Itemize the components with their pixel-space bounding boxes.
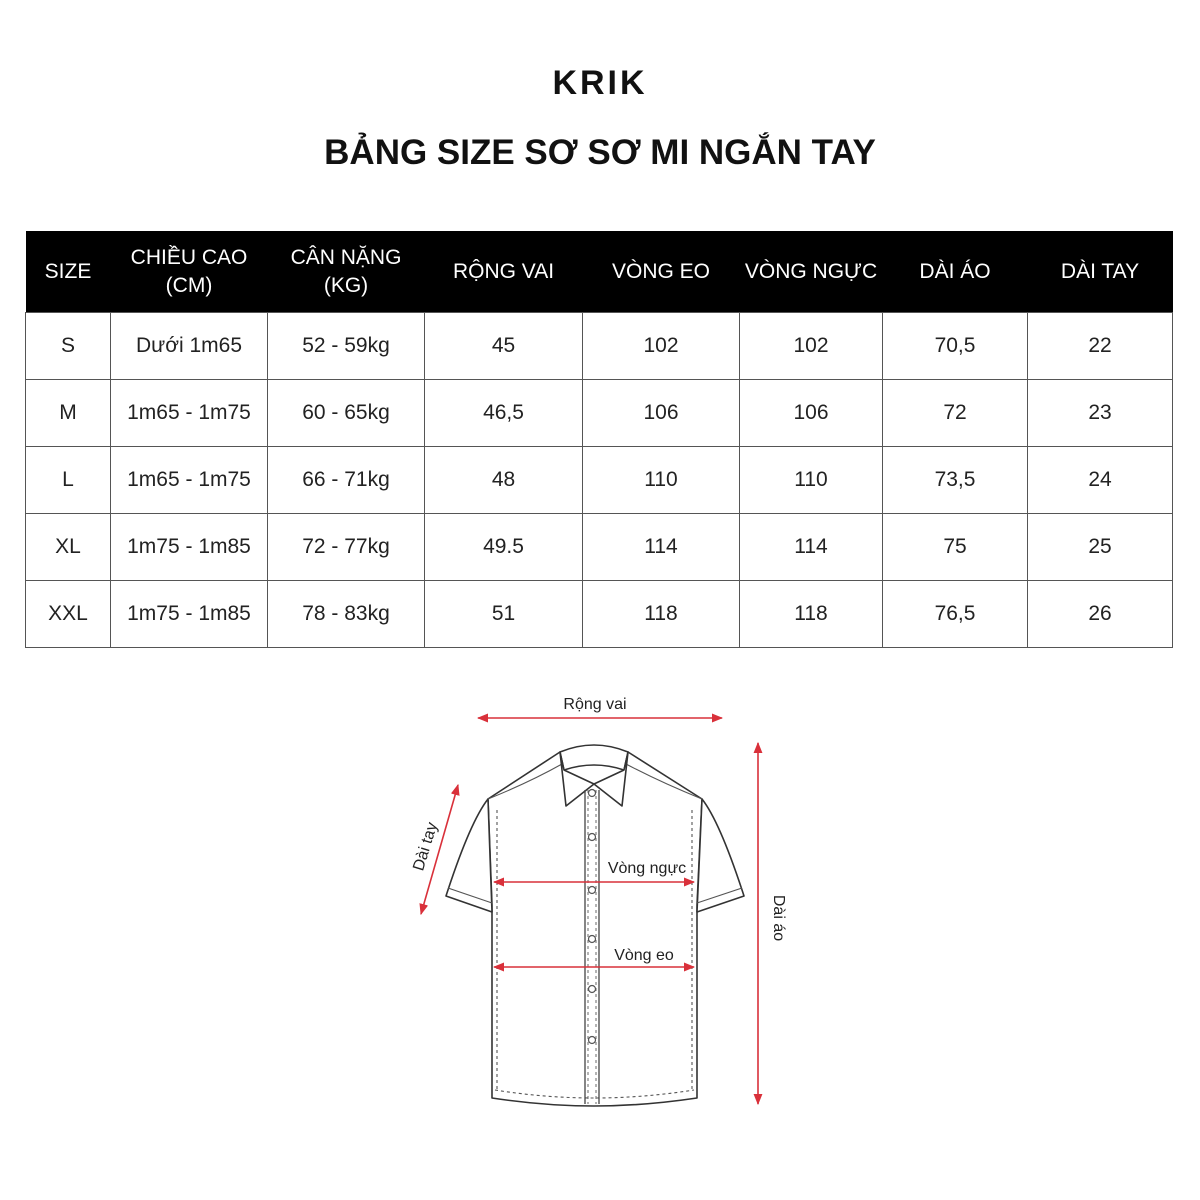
header-label: VÒNG EO xyxy=(611,259,711,283)
table-cell: 23 xyxy=(1028,380,1173,447)
table-cell: 1m75 - 1m85 xyxy=(111,581,268,648)
table-cell: 60 - 65kg xyxy=(268,380,425,447)
length-label: Dài áo xyxy=(770,894,787,942)
table-cell: 66 - 71kg xyxy=(268,447,425,514)
shirt-outline xyxy=(446,752,744,1106)
table-cell: 114 xyxy=(740,514,883,581)
table-cell: 25 xyxy=(1028,514,1173,581)
table-cell: 118 xyxy=(740,581,883,648)
table-cell: 110 xyxy=(740,447,883,514)
table-cell: 52 - 59kg xyxy=(268,313,425,380)
table-cell: 75 xyxy=(883,514,1028,581)
table-cell: 102 xyxy=(583,313,740,380)
table-cell: 118 xyxy=(583,581,740,648)
header-label: CÂN NẶNG xyxy=(290,245,402,269)
brand-logo: KRIK xyxy=(552,64,648,102)
header-unit: (CM) xyxy=(165,273,213,297)
table-cell: 24 xyxy=(1028,447,1173,514)
table-cell: 73,5 xyxy=(883,447,1028,514)
table-cell: 46,5 xyxy=(425,380,583,447)
shoulder-label: Rộng vai xyxy=(563,696,627,713)
table-cell: 1m75 - 1m85 xyxy=(111,514,268,581)
table-cell: 48 xyxy=(425,447,583,514)
sleeve-label: Dài tay xyxy=(410,820,442,873)
table-cell: 22 xyxy=(1028,313,1173,380)
table-cell: 76,5 xyxy=(883,581,1028,648)
table-cell: 1m65 - 1m75 xyxy=(111,380,268,447)
table-cell: 72 - 77kg xyxy=(268,514,425,581)
table-cell: 70,5 xyxy=(883,313,1028,380)
table-cell: 114 xyxy=(583,514,740,581)
table-cell: 49.5 xyxy=(425,514,583,581)
table-cell: XXL xyxy=(26,581,111,648)
table-cell: S xyxy=(26,313,111,380)
header-label: SIZE xyxy=(44,259,92,283)
waist-label: Vòng eo xyxy=(614,947,674,964)
table-cell: XL xyxy=(26,514,111,581)
table-cell: 106 xyxy=(583,380,740,447)
table-cell: 102 xyxy=(740,313,883,380)
table-cell: 110 xyxy=(583,447,740,514)
header-unit: (KG) xyxy=(323,273,369,297)
table-cell: 106 xyxy=(740,380,883,447)
table-cell: 1m65 - 1m75 xyxy=(111,447,268,514)
table-cell: 72 xyxy=(883,380,1028,447)
header-label: DÀI ÁO xyxy=(919,259,991,283)
header-label: VÒNG NGỰC xyxy=(744,259,878,283)
header-label: RỘNG VAI xyxy=(452,259,555,283)
table-cell: 78 - 83kg xyxy=(268,581,425,648)
chest-label: Vòng ngực xyxy=(607,860,687,877)
table-cell: 45 xyxy=(425,313,583,380)
table-cell: M xyxy=(26,380,111,447)
header-label: DÀI TAY xyxy=(1060,259,1140,283)
page-title: BẢNG SIZE SƠ SƠ MI NGẮN TAY xyxy=(324,133,876,172)
table-cell: 51 xyxy=(425,581,583,648)
table-cell: L xyxy=(26,447,111,514)
table-cell: Dưới 1m65 xyxy=(111,313,268,380)
table-cell: 26 xyxy=(1028,581,1173,648)
header-label: CHIỀU CAO xyxy=(130,245,248,269)
